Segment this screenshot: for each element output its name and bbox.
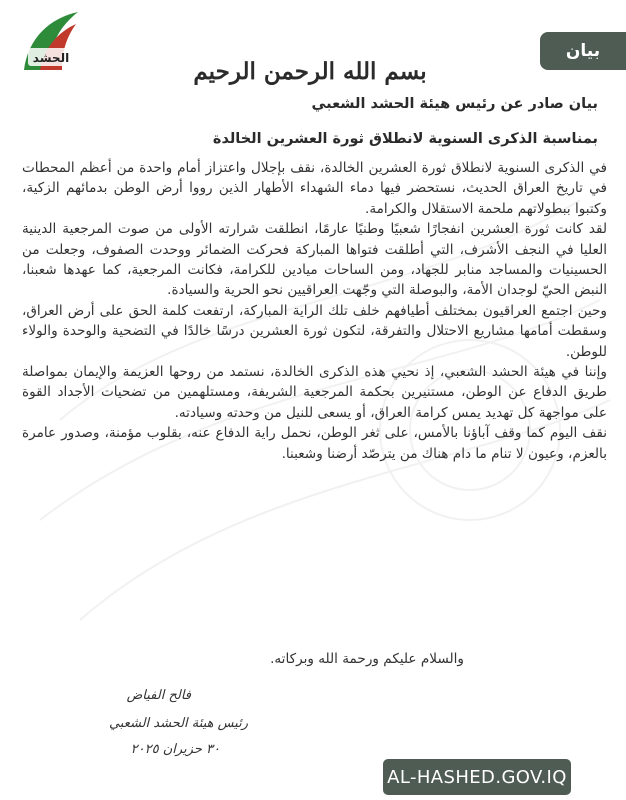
statement-body: [22, 158, 607, 464]
paragraph-4: وإننا في هيئة الحشد الشعبي، إذ نحيي هذه الذكرى الخالدة، نستمد من روحها العزيمة والإيمان بمواصلة طريق الدفاع عن الوطن، مستنيرين بحكمة المرجعية الشريفة، ومستلهمين من تضحيات الأجداد القوة على مواجهة كل تهديد يمس كرامة العراق، أو يسعى للنيل من وحدته وسيادته.: [22, 364, 607, 421]
logo-emblem-icon: [20, 8, 82, 76]
paragraph-5: نقف اليوم كما وقف آباؤنا بالأمس، على ثغر الوطن، نحمل راية الدفاع عنه، بقلوب مؤمنة، وصدور عامرة بالعزم، وعيون لا تنام ما دام هناك من يترصّد أرضنا وشعبنا.: [22, 425, 607, 462]
statement-subtitle: بيان صادر عن رئيس هيئة الحشد الشعبي: [311, 96, 598, 112]
paragraph-3: وحين اجتمع العراقيون بمختلف أطيافهم خلف تلك الراية المباركة، ارتفعت كلمة الحق على أرض العراق، وسقطت أمامها مشاريع الاحتلال والتفرقة، لتكون ثورة العشرين درسًا خالدًا في التضحية والوحدة والولاء للوطن.: [22, 302, 607, 360]
occasion-title: بمناسبة الذكرى السنوية لانطلاق ثورة العشرين الخالدة: [212, 131, 598, 147]
hashed-logo: [20, 8, 82, 76]
website-link[interactable]: AL-HASHED.GOV.IQ: [383, 759, 571, 795]
statement-date: ٣٠ حزيران ٢٠٢٥: [130, 742, 220, 757]
closing-greeting: والسلام عليكم ورحمة الله وبركاته.: [270, 651, 464, 667]
signatory-name: فالح الفياض: [126, 688, 191, 703]
basmala-heading: بسم الله الرحمن الرحيم: [193, 58, 427, 85]
statement-label: بيان: [540, 32, 626, 70]
logo-text: الحشد: [32, 51, 70, 65]
paragraph-2: لقد كانت ثورة العشرين انفجارًا شعبيًا وطنيًا عارمًا، انطلقت شرارته الأولى من صوت المرجعية الدينية العليا في النجف الأشرف، التي أطلقت فتواها المباركة فحركت الضمائر ووحدت الصفوف، وجعلت من الحسينيات والمساجد منابر للجهاد، ومن الساحات ميادين للكرامة، فكانت المرجعية، كما عهدها شعبنا، النبض الحيّ لوجدان الأمة، والبوصلة التي وجّهت العراقيين نحو الحرية والسيادة.: [22, 221, 607, 299]
signatory-title: رئيس هيئة الحشد الشعبي: [108, 716, 248, 731]
paragraph-1: في الذكرى السنوية لانطلاق ثورة العشرين الخالدة، نقف بإجلال واعتزاز أمام واحدة من أعظم المحطات في تاريخ العراق الحديث، نستحضر فيها دماء الشهداء الأطهار الذين رووا أرض الوطن بدمائهم الزكية، وكتبوا ببطولاتهم ملحمة الاستقلال والكرامة.: [22, 160, 607, 217]
